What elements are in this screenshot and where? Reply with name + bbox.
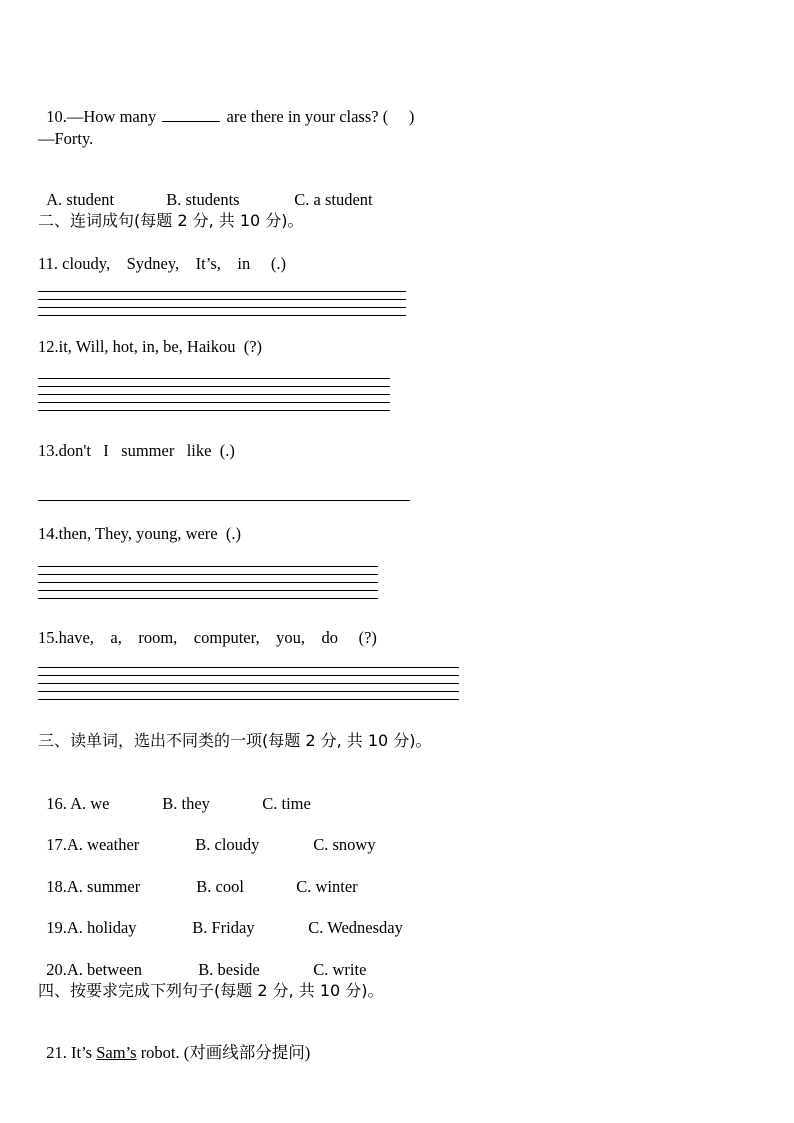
q10-option-c[interactable]: C. a student xyxy=(294,190,373,209)
q10-blank[interactable] xyxy=(162,107,220,122)
question-15: 15.have, a, room, computer, you, do (?) xyxy=(38,628,377,647)
q18-option-b[interactable]: B. cool xyxy=(196,877,244,896)
question-17 xyxy=(38,815,376,855)
q20-option-a[interactable]: 20.A. between xyxy=(46,960,143,979)
q17-option-a[interactable]: 17.A. weather xyxy=(46,835,140,854)
q21-suffix: robot. (对画线部分提问) xyxy=(136,1043,311,1062)
q20-option-c[interactable]: C. write xyxy=(313,960,367,979)
q10-options xyxy=(38,170,373,210)
q19-option-b[interactable]: B. Friday xyxy=(192,918,255,937)
q10-suffix: are there in your class? ( ) xyxy=(222,107,415,126)
q21-underlined-word: Sam’s xyxy=(96,1043,137,1062)
q18-option-a[interactable]: 18.A. summer xyxy=(46,877,141,896)
q18-option-c[interactable]: C. winter xyxy=(296,877,358,896)
q16-option-b[interactable]: B. they xyxy=(162,794,210,813)
question-19 xyxy=(38,898,403,938)
section-2-title: 二、连词成句(每题 2 分, 共 10 分)。 xyxy=(38,211,304,230)
question-18 xyxy=(38,857,358,897)
question-14: 14.then, They, young, were (.) xyxy=(38,524,241,543)
q10-prefix: 10.—How many xyxy=(46,107,161,126)
q17-option-b[interactable]: B. cloudy xyxy=(195,835,260,854)
section-3-title: 三、读单词，选出不同类的一项(每题 2 分, 共 10 分)。 xyxy=(38,731,432,750)
question-21 xyxy=(38,1023,310,1063)
q16-option-c[interactable]: C. time xyxy=(262,794,311,813)
q10-option-b[interactable]: B. students xyxy=(166,190,240,209)
q21-prefix: 21. It’s xyxy=(46,1043,97,1062)
question-11: 11. cloudy, Sydney, It’s, in (.) xyxy=(38,254,286,273)
q19-option-a[interactable]: 19.A. holiday xyxy=(46,918,137,937)
q16-option-a[interactable]: 16. A. we xyxy=(46,794,110,813)
q13-answer-line[interactable] xyxy=(38,500,410,508)
q10-option-a[interactable]: A. student xyxy=(46,190,115,209)
section-4-title: 四、按要求完成下列句子(每题 2 分, 共 10 分)。 xyxy=(38,981,384,1000)
q12-answer-lines[interactable] xyxy=(38,378,390,418)
q10-answer: —Forty. xyxy=(38,129,94,148)
q17-option-c[interactable]: C. snowy xyxy=(313,835,376,854)
question-10 xyxy=(38,87,414,127)
q11-answer-lines[interactable] xyxy=(38,291,406,323)
question-13: 13.don't I summer like (.) xyxy=(38,441,235,460)
question-16 xyxy=(38,774,311,814)
q14-answer-lines[interactable] xyxy=(38,566,378,606)
q15-answer-lines[interactable] xyxy=(38,667,459,707)
question-12: 12.it, Will, hot, in, be, Haikou (?) xyxy=(38,337,263,356)
q20-option-b[interactable]: B. beside xyxy=(198,960,260,979)
question-20 xyxy=(38,940,366,980)
q19-option-c[interactable]: C. Wednesday xyxy=(308,918,403,937)
